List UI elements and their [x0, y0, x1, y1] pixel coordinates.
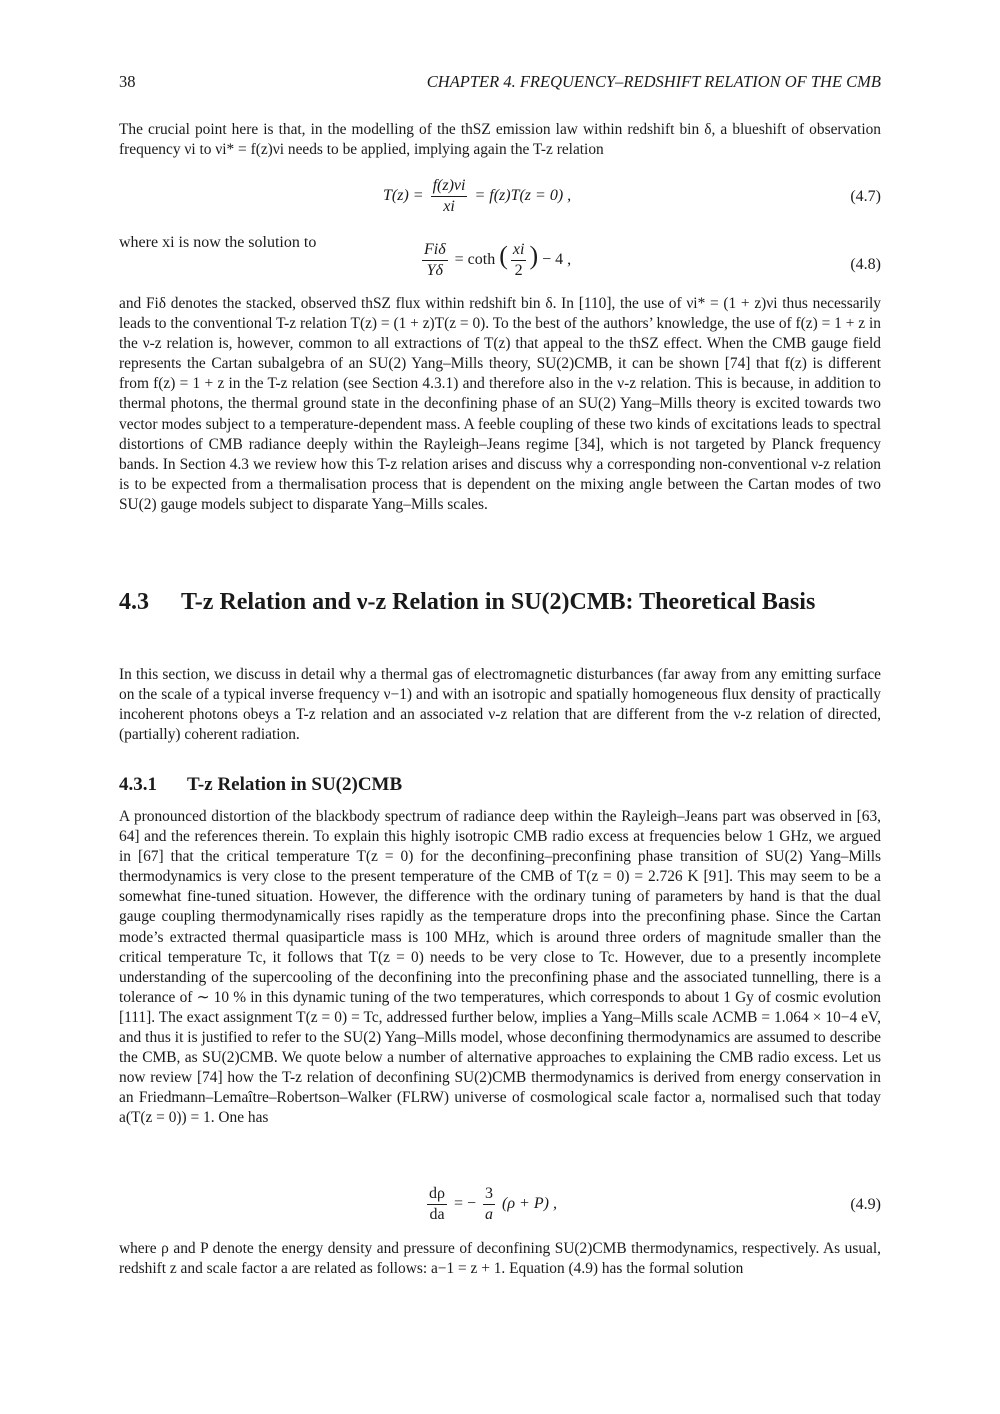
eq47-lhs: T(z) =: [383, 187, 424, 205]
paragraph-section-intro: In this section, we discuss in detail why a thermal gas of electromagnetic disturbances (far away from any emitting surface on the scale of a typical inverse frequency ν−1) and with an isotropic and spatially homogeneous flux density of practically incoherent photons obeys a T-z relation and an associated ν-z relation that are different from the ν-z relation of directed, (partially) coherent radiation.: [119, 666, 881, 744]
eq49-equals: = −: [453, 1195, 477, 1213]
paragraph-thsz-blueshift: The crucial point here is that, in the modelling of the thSZ emission law within redshift bin δ, a blueshift of observation frequency νi to νi* = f(z)νi needs to be applied, implying again the T-z relation: [119, 121, 881, 159]
equation-4-7: [119, 176, 881, 220]
eq48-fraction: [422, 240, 448, 281]
equation-4-9: [119, 1184, 881, 1228]
paragraph-radio-excess: A pronounced distortion of the blackbody spectrum of radiance deep within the Rayleigh–Jeans part was observed in [63, 64] and the references therein. To explain this highly isotropic CMB radio excess at frequencies below 1 GHz, we argued in [67] that the critical temperature T(z = 0) for the deconfining–preconfining phase transition of SU(2) Yang–Mills thermodynamics is very close to the present temperature of the CMB of T(z = 0) = 2.726 K [91]. This may seem to be a somewhat fine-tuned situation. However, the difference with the ordinary tuning of parameters by hand is that the dual gauge coupling thermodynamically rises rapidly as the temperature drops into the preconfining phase. Since the Cartan mode’s extracted thermal quasiparticle mass is 100 MHz, which is around three orders of magnitude smaller than the critical temperature Tc, it follows that T(z = 0) needs to be very close to Tc. However, due to a presently incomplete understanding of the supercooling of the deconfining into the preconfining phase and the associated tunnelling, there is a tolerance of ∼ 10 % in this dynamic tuning of the two temperatures, which corresponds to about 1 Gy of cosmic evolution [111]. The exact assignment T(z = 0) = Tc, addressed further below, implies a Yang–Mills scale ΛCMB = 1.064 × 10−4 eV, and thus it is justified to refer to the SU(2) Yang–Mills model, whose deconfining thermodynamics are assumed to describe the CMB, as SU(2)CMB. We quote below a number of alternative approaches to explaining the CMB radio excess. Let us now review [74] how the T-z relation of deconfining SU(2)CMB thermodynamics is derived from energy conservation in an Friedmann–Lemaître–Robertson–Walker (FLRW) universe of cosmological scale factor a, normalised such that today a(T(z = 0)) = 1. One has: [119, 808, 881, 1127]
subsection-heading-4-3-1: [119, 773, 881, 797]
eq49-coefficient: [483, 1184, 495, 1225]
eq48-inner-numerator: xi: [511, 240, 527, 261]
eq49-numerator: dρ: [427, 1184, 447, 1205]
running-title: CHAPTER 4. FREQUENCY–REDSHIFT RELATION OF THE CMB: [426, 72, 881, 91]
eq49-coef-numerator: 3: [483, 1184, 495, 1205]
page-number: 38: [119, 72, 136, 91]
eq49-denominator: da: [429, 1206, 445, 1223]
eq48-inner-denominator: 2: [514, 262, 523, 279]
eq47-fraction: [431, 176, 468, 217]
paragraph-conventional-tz: and Fiδ denotes the stacked, observed thSZ flux within redshift bin δ. In [110], the use of νi* = (1 + z)νi thus necessarily leads to the conventional T-z relation T(z) = (1 + z)T(z = 0). To the best of the authors’ knowledge, the use of f(z) = 1 + z in the ν-z relation is, however, common to all extractions of T(z) that appeal to the thSZ effect. When the CMB gauge field represents the Cartan subalgebra of an SU(2) Yang–Mills theory, SU(2)CMB, it can be shown [74] that f(z) is different from f(z) = 1 + z in the T-z relation (see Section 4.3.1) and therefore also in the ν-z relation. This is because, in addition to thermal photons, the thermal ground state in the deconfining phase of an SU(2) Yang–Mills theory is excited towards two vector modes subject to a temperature-dependent mass. A feeble coupling of these two kinds of excitations leads to spectral distortions of CMB radiance deeply within the Rayleigh–Jeans regime [34], which is not targeted by Planck frequency bands. In Section 4.3 we review how this T-z relation arises and discuss why a corresponding non-conventional ν-z relation is to be expected from a thermalisation process that is dependent on the mixing angle between the Cartan modes of two SU(2) gauge models subject to disparate Yang–Mills scales.: [119, 295, 881, 513]
equation-4-8: where xi is now the solution to $\frac{\text{Fiδ}}{Y\delta}$ = coth ( $\frac{xi}{2}$ ) − 4 , (4.8): [119, 234, 881, 279]
eq49-fraction: [427, 1184, 447, 1225]
eq49-rhs: (ρ + P) ,: [502, 1195, 557, 1213]
paragraph-energy-density: where ρ and P denote the energy density and pressure of deconfining SU(2)CMB thermodynamics, respectively. As usual, redshift z and scale factor a are related as follows: a−1 = z + 1. Equation (4.9) has the formal solution: [119, 1240, 881, 1278]
eq48-coth: = coth: [454, 251, 496, 269]
subsection-number: 4.3.1: [119, 774, 157, 795]
equation-number-4-7: (4.7): [850, 188, 881, 205]
subsection-title: T-z Relation in SU(2)CMB: [187, 774, 403, 795]
eq47-denominator: xi: [443, 198, 455, 215]
section-number: 4.3: [119, 589, 149, 615]
eq47-rhs: = f(z)T(z = 0) ,: [474, 187, 572, 205]
eq47-numerator: f(z)νi: [431, 176, 468, 197]
eq49-coef-denominator: a: [485, 1206, 494, 1223]
eq48-lead-text: where xi is now the solution to: [119, 234, 317, 251]
equation-number-4-8: (4.8): [850, 256, 881, 273]
eq48-inner-fraction: [511, 240, 527, 281]
page-header: [119, 72, 881, 94]
equation-number-4-9: (4.9): [850, 1196, 881, 1213]
eq48-denominator: Yδ: [426, 262, 443, 279]
section-title: T-z Relation and ν-z Relation in SU(2)CMB: Theoretical Basis: [181, 589, 816, 615]
section-heading-4-3: [119, 587, 881, 617]
eq48-numerator: Fiδ: [422, 240, 448, 261]
eq48-rhs: − 4 ,: [542, 251, 572, 269]
